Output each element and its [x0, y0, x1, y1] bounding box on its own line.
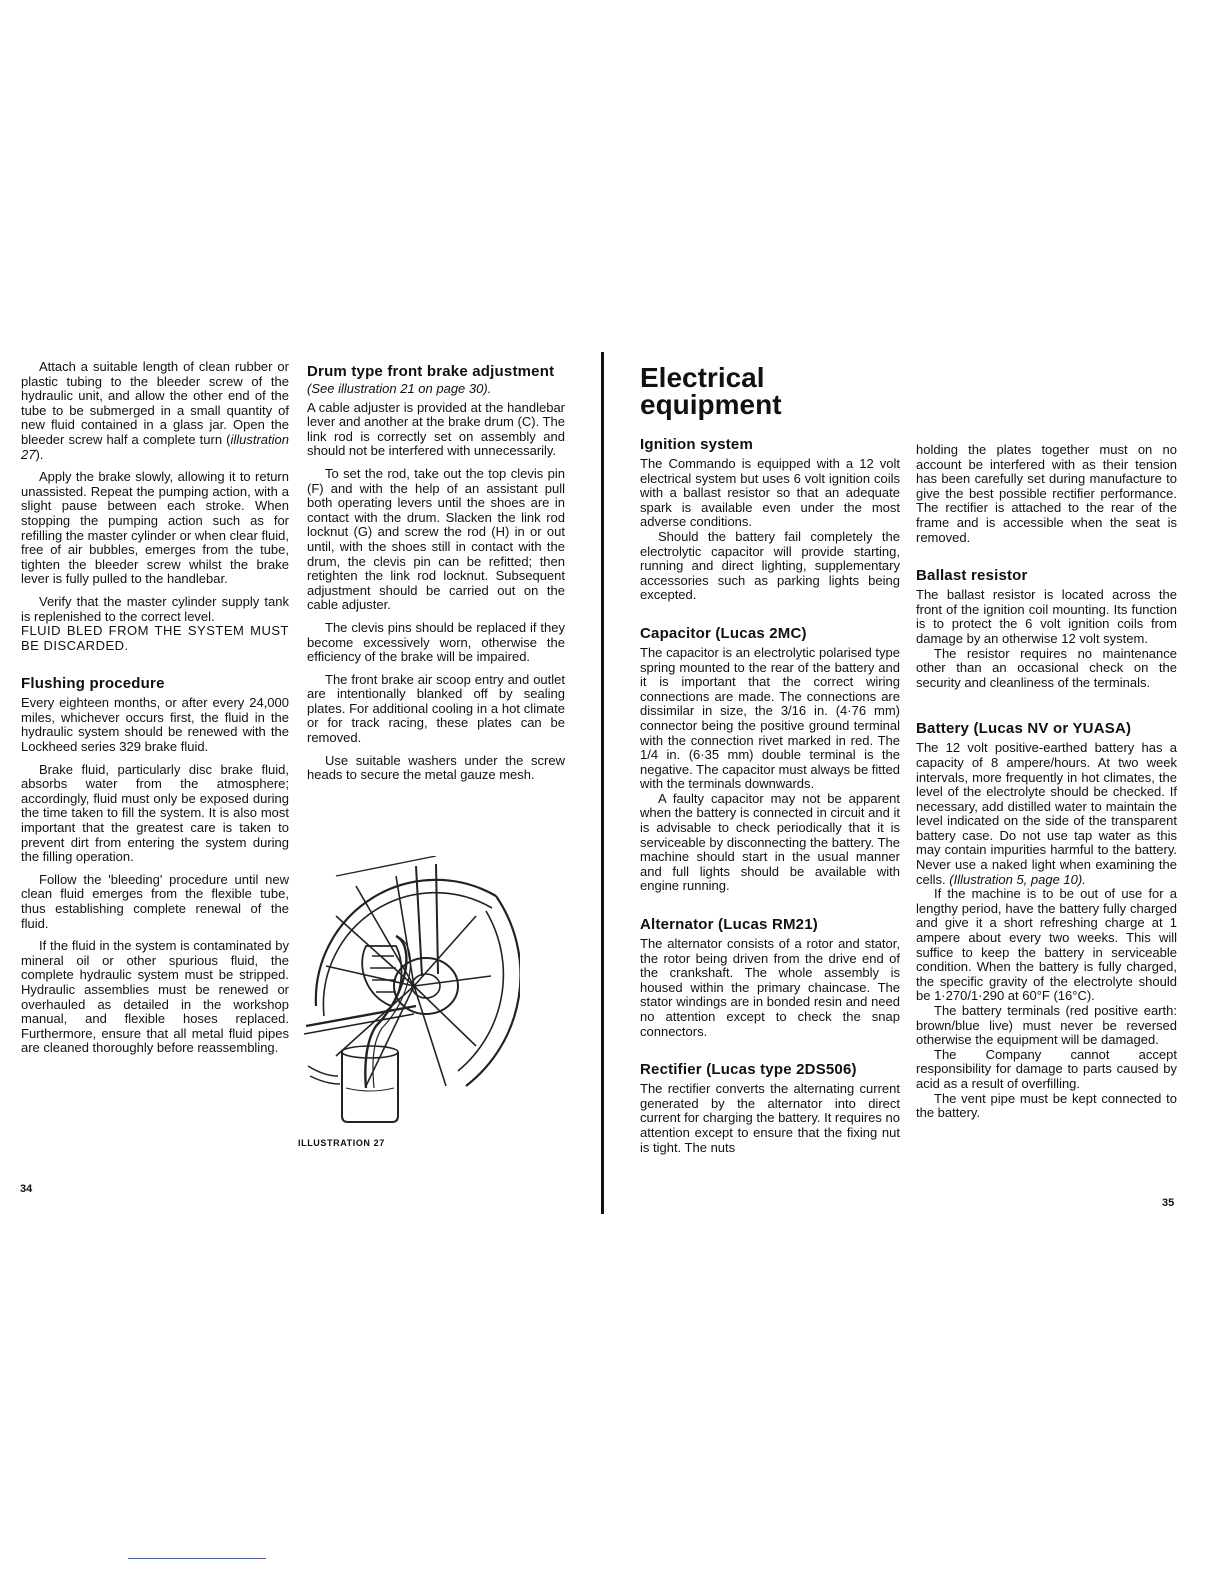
paragraph: The vent pipe must be kept connected to the battery.	[916, 1090, 1177, 1121]
capacitor-heading: Capacitor (Lucas 2MC)	[640, 624, 807, 642]
left-page-column-1	[21, 360, 289, 1064]
paragraph: The clevis pins should be replaced if they become excessively worn, otherwise the efficiency of the brake will be impaired.	[307, 619, 565, 665]
paragraph: If the machine is to be out of use for a lengthy period, have the battery fully charged and give it a short refreshing charge at 1 ampere about every two weeks. This will suffice to keep the battery in serviceable condition. When the battery is fully charged, the specific gravity of the electrolyte should be 1·270/1·290 at 60°F (16°C).	[916, 886, 1177, 1004]
paragraph: Brake fluid, particularly disc brake fluid, absorbs water from the atmosphere; accordingly, fluid must only be exposed during the time taken to fill the system. It is also most important that the greatest care is taken to prevent dirt from entering the system during the filling operation.	[21, 761, 289, 865]
paragraph: Every eighteen months, or after every 24,000 miles, whichever occurs first, the fluid in the hydraulic system should be renewed with the Lockheed series 329 brake fluid.	[21, 695, 289, 755]
paragraph: Should the battery fail completely the electrolytic capacitor will provide starting, running and direct lighting, supplementary accessories such as parking lights being excepted.	[640, 528, 900, 603]
paragraph: The 12 volt positive-earthed battery has a capacity of 8 ampere/hours. At two week intervals, more frequently in hot climates, the level of the electrolyte should be checked. If necessary, add distilled water to maintain the level indicated on the side of the transparent battery case. Do not use tap water as this may contain impurities harmful to the battery. Never use a naked light when examining the cells. (Illustration 5, page 10).	[916, 740, 1177, 887]
paragraph: The Commando is equipped with a 12 volt electrical system but uses 6 volt ignition coils with a ballast resistor so that an adequate spark is available even under the most adverse conditions.	[640, 456, 900, 530]
paragraph: Follow the 'bleeding' procedure until new clean fluid emerges from the flexible tube, thus establishing complete renewal of the fluid.	[21, 871, 289, 931]
paragraph: Verify that the master cylinder supply tank is replenished to the correct level.	[21, 593, 289, 624]
paragraph: The capacitor is an electrolytic polarised type spring mounted to the rear of the battery and it is important that the correct wiring connections are made. The connections are dissimilar in size, the 3/16 in. (4·76 mm) connector being the positive ground terminal with the connection rivet marked in red. The 1/4 in. (6·35 mm) double terminal is the negative. The capacitor must always be fitted with the terminals downwards.	[640, 644, 900, 792]
ignition-heading: Ignition system	[640, 436, 754, 453]
illustration-caption: ILLUSTRATION 27	[298, 1138, 385, 1148]
battery-heading: Battery (Lucas NV or YUASA)	[916, 720, 1132, 738]
paragraph: A faulty capacitor may not be apparent when the battery is connected in circuit and it is advisable to check periodically that it is serviceable by disconnecting the battery. The machine should start in the usual manner and full lights should be available with engine running.	[640, 790, 900, 894]
paragraph: The front brake air scoop entry and outlet are intentionally blanked off by sealing plates. For additional cooling in a hot climate or for track racing, these plates can be removed.	[307, 671, 565, 746]
rectifier-heading: Rectifier (Lucas type 2DS506)	[640, 1061, 857, 1079]
footer-link-underline	[128, 1558, 266, 1559]
paragraph: Attach a suitable length of clean rubber or plastic tubing to the bleeder screw of the hydraulic unit, and allow the other end of the tube to be submerged in a small quantity of new fluid contained in a glass jar. Open the bleeder screw half a complete turn (illustration 27).	[21, 359, 289, 462]
paragraph: The ballast resistor is located across the front of the ignition coil mounting. Its function is to protect the 6 volt ignition coils from damage by an otherwise 12 volt system.	[916, 587, 1177, 646]
right-page-column-2	[916, 443, 1177, 1121]
paragraph: To set the rod, take out the top clevis pin (F) and with the help of an assistant pull both operating levers until the shoes are in contact with the drum. Slacken the link rod locknut (G) and screw the rod (H) in or out until, with the shoes still in contact with the drum, the clevis pin can be refitted; then retighten the link rod locknut. Subsequent adjustment should be carried out on the cable adjuster.	[307, 465, 565, 613]
warning-text: FLUID BLED FROM THE SYSTEM MUST BE DISCARDED.	[21, 623, 289, 653]
page-title: Electrical equipment	[640, 362, 782, 420]
paragraph: Use suitable washers under the screw heads to secure the metal gauze mesh.	[307, 752, 565, 783]
paragraph: A cable adjuster is provided at the handlebar lever and another at the brake drum (C). The link rod is correctly set on assembly and should not be interfered with unnecessarily.	[307, 399, 565, 459]
paragraph: The Company cannot accept responsibility for damage to parts caused by acid as a result of overfilling.	[916, 1046, 1177, 1091]
paragraph: The battery terminals (red positive earth: brown/blue live) must never be reversed otherwise the equipment will be damaged.	[916, 1003, 1177, 1048]
page-number: 35	[1162, 1197, 1175, 1209]
flushing-heading: Flushing procedure	[21, 675, 165, 693]
left-page-column-2	[307, 363, 565, 791]
paragraph: The rectifier converts the alternating current generated by the alternator into direct current for charging the battery. It requires no attention except to ensure that the fixing nut is tight. The nuts	[640, 1081, 900, 1155]
ballast-heading: Ballast resistor	[916, 567, 1028, 585]
illustration-reference: (See illustration 21 on page 30).	[307, 381, 492, 396]
page-divider	[601, 352, 604, 1214]
alternator-heading: Alternator (Lucas RM21)	[640, 916, 818, 934]
right-page-column-1	[640, 364, 900, 1163]
paragraph: holding the plates together must on no account be interfered with as their tension has been carefully set during manufacture to give the best possible rectifier performance. The rectifier is attached to the rear of the frame and is accessible when the seat is removed.	[916, 442, 1177, 545]
paragraph: Apply the brake slowly, allowing it to return unassisted. Repeat the pumping action, with a slight pause between each stroke. When stopping the pumping action such as for refilling the master cylinder or when clear fluid, free of air bubbles, emerges from the tube, tighten the bleeder screw whilst the brake lever is fully pulled to the handlebar.	[21, 469, 289, 587]
page-number: 34	[20, 1183, 33, 1195]
brake-bleeding-illustration	[296, 856, 520, 1126]
drum-brake-heading: Drum type front brake adjustment	[307, 363, 555, 380]
paragraph: The alternator consists of a rotor and stator, the rotor being driven from the drive end of the crankshaft. The whole assembly is housed within the primary chaincase. The stator windings are in bonded resin and need no attention except to check the snap connectors.	[640, 936, 900, 1039]
paragraph: If the fluid in the system is contaminated by mineral oil or other spurious fluid, the complete hydraulic system must be stripped. Hydraulic assemblies must be renewed or overhauled as detailed in the workshop manual, and flexible hoses replaced. Furthermore, ensure that all metal fluid pipes are cleaned thoroughly before reassembling.	[21, 938, 289, 1056]
paragraph: The resistor requires no maintenance other than an occasional check on the security and cleanliness of the terminals.	[916, 645, 1177, 690]
